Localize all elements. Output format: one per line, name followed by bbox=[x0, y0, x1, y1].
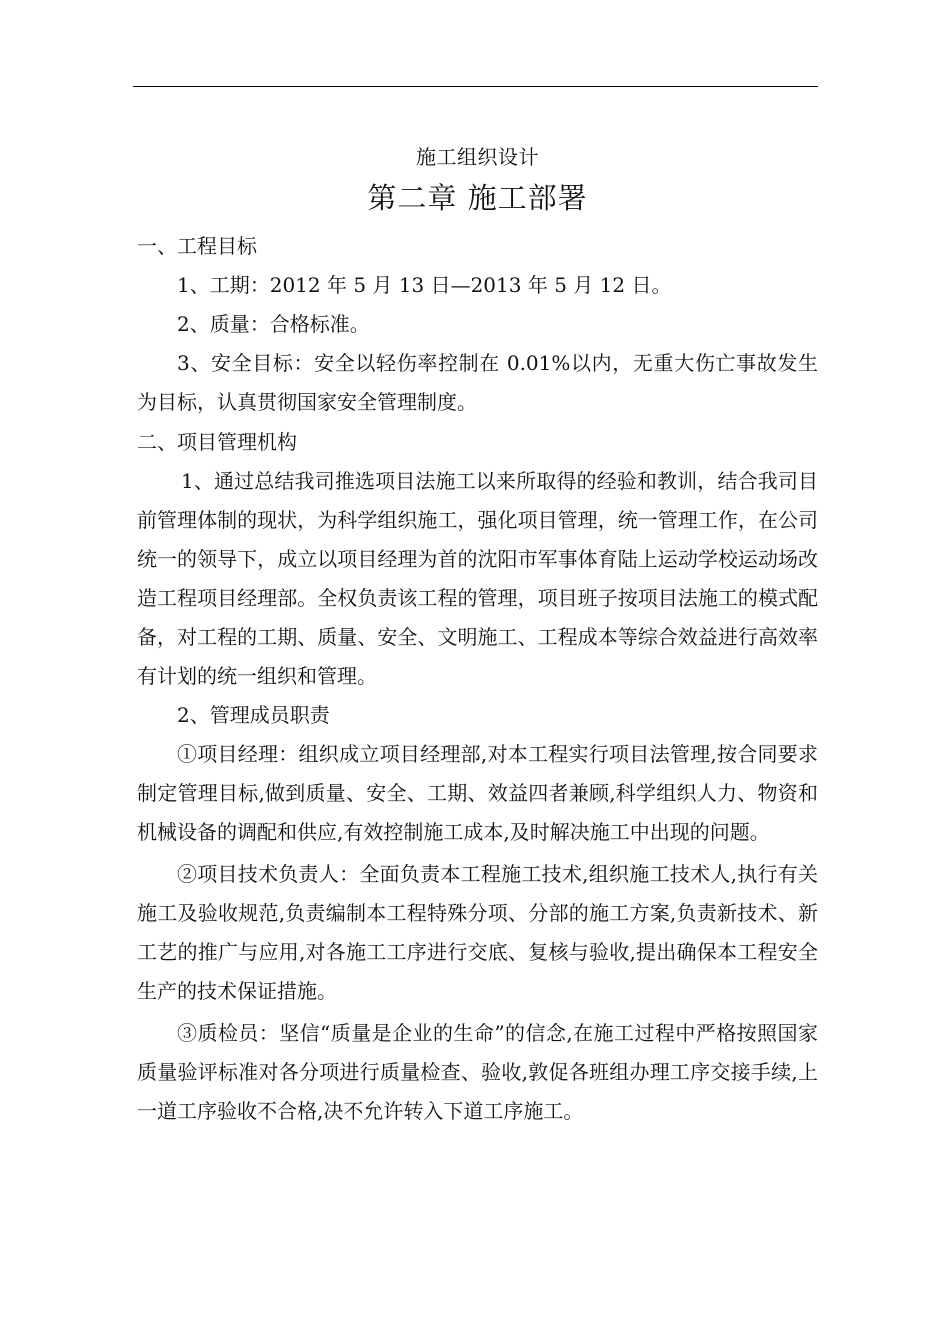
duties-subheading: 2、管理成员职责 bbox=[177, 703, 330, 727]
section-heading-goals: 一、工程目标 bbox=[137, 234, 257, 258]
organization-paragraph: 1、通过总结我司推选项目法施工以来所取得的经验和教训，结合我司目前管理体制的现状，为科学组织施工，强化项目管理，统一管理工作，在公司统一的领导下，成立以项目经理为首的沈阳市军事体育陆上运动学校运动场改造工程项目经理部。全权负责该工程的管理，项目班子按项目法施工的模式配备，对工程的工期、质量、安全、文明施工、工程成本等综合效益进行高效率有计划的统一组织和管理。 bbox=[137, 469, 818, 688]
document-body bbox=[137, 138, 818, 1134]
duty-quality-inspector: ③质检员：坚信“质量是企业的生命”的信念,在施工过程中严格按照国家质量验评标准对各分项进行质量检查、验收,敦促各班组办理工序交接手续,上一道工序验收不合格,决不允许转入下道工序施工。 bbox=[137, 1021, 818, 1123]
header-rule bbox=[133, 86, 818, 87]
goal-item-safety: 3、安全目标：安全以轻伤率控制在 0.01%以内，无重大伤亡事故发生为目标，认真贯彻国家安全管理制度。 bbox=[137, 351, 818, 414]
duty-project-manager: ①项目经理：组织成立项目经理部,对本工程实行项目法管理,按合同要求制定管理目标,做到质量、安全、工期、效益四者兼顾,科学组织人力、物资和机械设备的调配和供应,有效控制施工成本,及时解决施工中出现的问题。 bbox=[137, 742, 818, 844]
goal-item-schedule: 1、工期：2012 年 5 月 13 日—2013 年 5 月 12 日。 bbox=[177, 273, 672, 297]
chapter-title: 第二章 施工部署 bbox=[367, 181, 588, 215]
document-subtitle: 施工组织设计 bbox=[416, 145, 539, 169]
duty-technical-lead: ②项目技术负责人：全面负责本工程施工技术,组织施工技术人,执行有关施工及验收规范,负责编制本工程特殊分项、分部的施工方案,负责新技术、新工艺的推广与应用,对各施工工序进行交底、复核与验收,提出确保本工程安全生产的技术保证措施。 bbox=[137, 862, 818, 1003]
section-heading-organization: 二、项目管理机构 bbox=[137, 430, 297, 454]
goal-item-quality: 2、质量：合格标准。 bbox=[177, 312, 370, 336]
